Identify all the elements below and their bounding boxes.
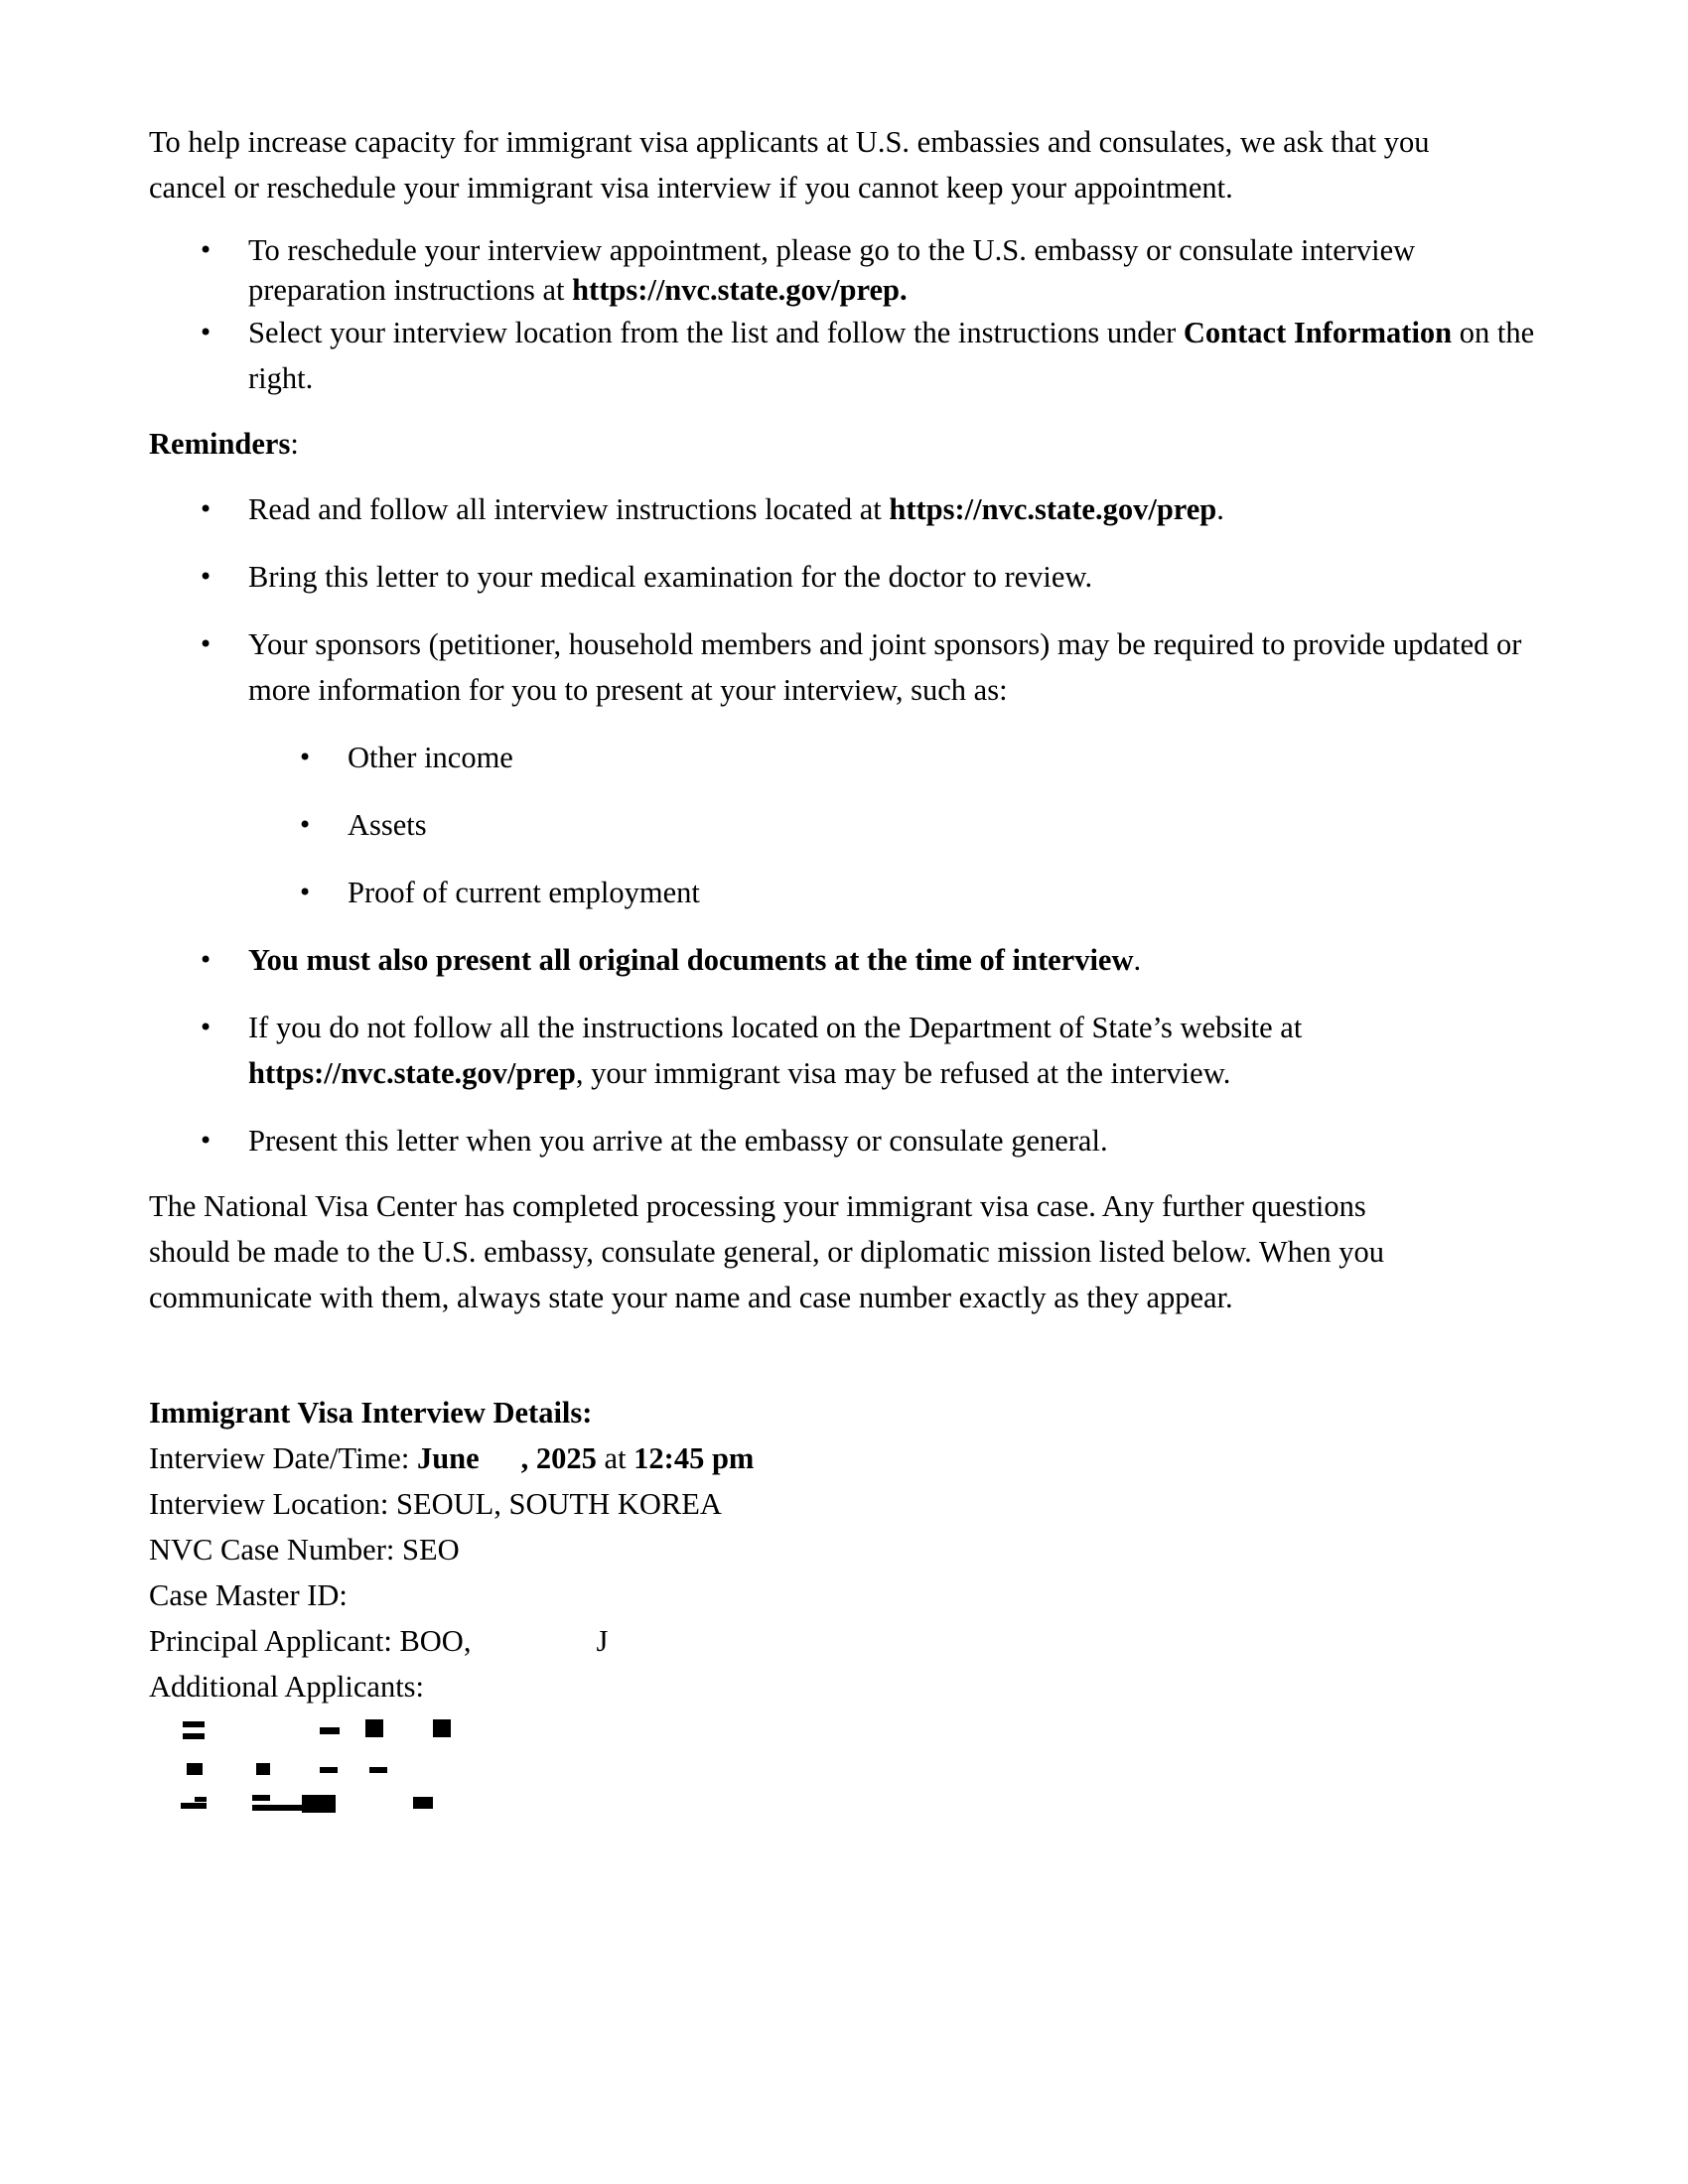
case-number-row [149, 1527, 1539, 1572]
reschedule-text: To reschedule your interview appointment, please go to the U.S. embassy or consulate interview preparation instructions at [248, 233, 1416, 307]
list-item [149, 870, 1539, 915]
date-at: at [596, 1441, 634, 1475]
reminder-medical-text: Bring this letter to your medical examination for the doctor to review. [248, 560, 1093, 594]
reminder-present-letter: Present this letter when you arrive at the embassy or consulate general. [248, 1124, 1108, 1158]
list-item [149, 937, 1539, 983]
sub-item-other-income: Other income [348, 741, 513, 774]
original-documents-notice: You must also present all original documents at the time of interview [248, 943, 1134, 977]
list-item [149, 621, 1539, 713]
reminder-read-tail: . [1216, 492, 1224, 526]
sub-item-employment: Proof of current employment [348, 876, 700, 909]
case-master-row [149, 1572, 1539, 1618]
case-number-label: NVC Case Number: [149, 1533, 402, 1567]
interview-location-row [149, 1481, 1539, 1527]
list-item [149, 230, 1539, 310]
principal-label: Principal Applicant: [149, 1624, 400, 1658]
case-number-value: SEO [401, 1533, 460, 1567]
additional-label: Additional Applicants: [149, 1670, 425, 1704]
redaction-mark [181, 1803, 207, 1809]
list-item [149, 735, 1539, 780]
original-documents-tail: . [1133, 943, 1142, 977]
list-item [149, 1118, 1539, 1163]
prep-link[interactable]: https://nvc.state.gov/prep [248, 1056, 576, 1090]
closing-paragraph: The National Visa Center has completed processing your immigrant visa case. Any further questions should be made to the U.S. embassy, consulate general, or diplomatic mission listed below. When you communicate with them, always state your name and case number exactly as they appear. [149, 1189, 1385, 1314]
date-label: Interview Date/Time: [149, 1441, 417, 1475]
intro-paragraph: To help increase capacity for immigrant visa applicants at U.S. embassies and consulates, we ask that you cancel or reschedule your immigrant visa interview if you cannot keep your appointment. [149, 125, 1430, 205]
redaction-mark [369, 1767, 387, 1773]
sub-item-assets: Assets [348, 808, 427, 842]
redaction-mark [183, 1721, 205, 1727]
list-item [149, 554, 1539, 600]
location-value: SEOUL, SOUTH KOREA [396, 1487, 722, 1521]
sponsor-info-list [149, 735, 1539, 915]
list-item [149, 802, 1539, 848]
reminders-heading [149, 421, 1539, 467]
reschedule-list [149, 230, 1539, 401]
reminder-follow-text: If you do not follow all the instructions located on the Department of State’s website at [248, 1011, 1303, 1044]
contact-information-label: Contact Information [1183, 316, 1453, 349]
reminders-heading-colon: : [290, 427, 299, 461]
location-label: Interview Location: [149, 1487, 396, 1521]
redaction-mark [413, 1797, 433, 1809]
redaction-mark [252, 1795, 270, 1801]
select-location-text: Select your interview location from the list and follow the instructions under [248, 316, 1184, 349]
principal-applicant-row [149, 1618, 1539, 1664]
list-item [149, 1005, 1539, 1096]
date-year: , 2025 [520, 1441, 597, 1475]
details-heading-text: Immigrant Visa Interview Details: [149, 1396, 593, 1430]
list-item [149, 486, 1539, 532]
redaction-mark [195, 1797, 207, 1802]
redaction-mark [320, 1767, 338, 1773]
reminder-read-text: Read and follow all interview instructions located at [248, 492, 890, 526]
redaction-mark [320, 1727, 340, 1734]
date-month: June [416, 1441, 480, 1475]
redaction-mark [302, 1795, 336, 1813]
reminders-heading-text: Reminders [149, 427, 291, 461]
redaction-mark [187, 1763, 203, 1775]
prep-link[interactable]: https://nvc.state.gov/prep. [572, 273, 908, 307]
principal-surname: BOO, [399, 1624, 472, 1658]
redaction-mark [365, 1719, 383, 1737]
list-item [149, 310, 1539, 401]
reminders-list-continued [149, 937, 1539, 1163]
redaction-mark [433, 1719, 451, 1737]
details-heading [149, 1390, 1539, 1435]
interview-details [149, 1390, 1539, 1829]
redaction-mark [183, 1733, 205, 1739]
principal-initial: J [596, 1624, 609, 1658]
redaction-mark [252, 1805, 302, 1811]
letter-page [149, 119, 1539, 1829]
select-location-tail: on the right. [248, 316, 1535, 395]
interview-date-row [149, 1435, 1539, 1481]
date-time: 12:45 pm [633, 1441, 755, 1475]
reminder-sponsors-text: Your sponsors (petitioner, household members and joint sponsors) may be required to provide updated or more information for you to present at your interview, such as: [248, 627, 1522, 707]
prep-link[interactable]: https://nvc.state.gov/prep [889, 492, 1217, 526]
additional-applicants-row [149, 1664, 1539, 1709]
case-master-label: Case Master ID: [149, 1578, 348, 1612]
redaction-mark [256, 1763, 270, 1775]
reminder-follow-tail: , your immigrant visa may be refused at the interview. [575, 1056, 1231, 1090]
reminders-list [149, 486, 1539, 713]
redacted-applicants [149, 1709, 467, 1829]
